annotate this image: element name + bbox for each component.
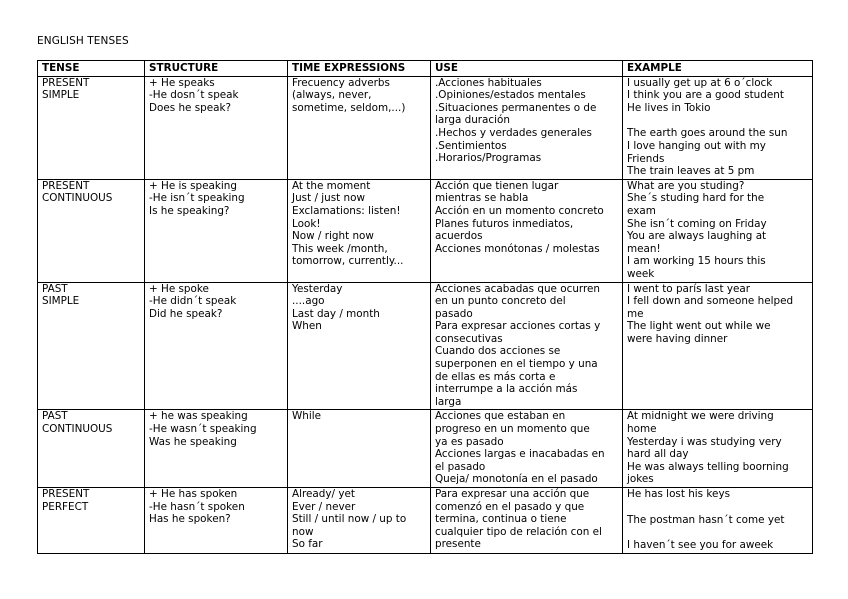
structure-cell xyxy=(145,410,288,488)
cell-line: Cuando dos acciones se xyxy=(435,345,561,358)
cell-line: At the moment xyxy=(292,179,371,192)
cell-line: I think you are a good student xyxy=(627,89,784,102)
structure-cell xyxy=(145,488,288,554)
header-example: EXAMPLE xyxy=(623,61,813,77)
cell-line: Just / just now xyxy=(292,192,365,205)
use-cell xyxy=(431,76,623,179)
cell-line: I haven´t see you for aweek xyxy=(627,539,774,552)
cell-line: en un punto concreto del xyxy=(435,295,566,308)
structure-cell xyxy=(145,76,288,179)
cell-line: -He didn´t speak xyxy=(149,295,237,308)
cell-line: home xyxy=(627,423,657,436)
table-row xyxy=(38,282,813,410)
cell-line xyxy=(627,501,809,514)
cell-line: de ellas es más corta e xyxy=(435,370,556,383)
document-title: ENGLISH TENSES xyxy=(37,35,129,47)
use-cell xyxy=(431,410,623,488)
cell-line: Friends xyxy=(627,152,665,165)
cell-line: -He isn´t speaking xyxy=(149,192,245,205)
example-cell xyxy=(623,76,813,179)
cell-line: hard all day xyxy=(627,448,689,461)
cell-line: ....ago xyxy=(292,295,325,308)
header-time-expressions: TIME EXPRESSIONS xyxy=(288,61,431,77)
cell-line: What are you studing? xyxy=(627,179,745,192)
cell-line: So far xyxy=(292,538,323,551)
cell-line: CONTINUOUS xyxy=(42,192,113,205)
cell-line: When xyxy=(292,320,322,333)
cell-line: (always, never, xyxy=(292,89,372,102)
structure-cell xyxy=(145,179,288,282)
cell-line: The light went out while we xyxy=(627,320,771,333)
cell-line: PERFECT xyxy=(42,500,89,513)
cell-line: Acción que tienen lugar xyxy=(435,179,559,192)
cell-line: She´s studing hard for the xyxy=(627,192,765,205)
cell-line: acuerdos xyxy=(435,230,483,243)
cell-line: were having dinner xyxy=(627,332,728,345)
cell-line: PRESENT xyxy=(42,76,90,89)
cell-line: .Situaciones permanentes o de xyxy=(435,101,597,114)
cell-line: Acciones que estaban en xyxy=(435,410,566,423)
cell-line: Yesterday i was studying very xyxy=(627,435,782,448)
cell-line xyxy=(627,526,809,539)
cell-line: + he was speaking xyxy=(149,410,248,423)
cell-line: PAST xyxy=(42,410,68,423)
cell-line: cualquier tipo de relación con el xyxy=(435,525,602,538)
tenses-table xyxy=(37,60,813,554)
example-cell xyxy=(623,410,813,488)
header-tense: TENSE xyxy=(38,61,145,77)
cell-line: The earth goes around the sun xyxy=(627,127,788,140)
cell-line: jokes xyxy=(627,473,654,486)
cell-line: -He dosn´t speak xyxy=(149,89,239,102)
cell-line: -He wasn´t speaking xyxy=(149,423,257,436)
cell-line: You are always laughing at xyxy=(627,230,767,243)
cell-line: .Opiniones/estados mentales xyxy=(435,89,586,102)
cell-line: .Hechos y verdades generales xyxy=(435,126,592,139)
cell-line: .Horarios/Programas xyxy=(435,152,542,165)
cell-line: larga duración xyxy=(435,114,510,127)
cell-line: now xyxy=(292,525,314,538)
cell-line: Acción en un momento concreto xyxy=(435,204,604,217)
header-structure: STRUCTURE xyxy=(145,61,288,77)
cell-line: + He is speaking xyxy=(149,179,237,192)
table-row xyxy=(38,76,813,179)
cell-line xyxy=(627,114,809,127)
cell-line: + He spoke xyxy=(149,282,209,295)
cell-line: -He hasn´t spoken xyxy=(149,500,245,513)
cell-line: Now / right now xyxy=(292,230,374,243)
cell-line: Did he speak? xyxy=(149,307,223,320)
structure-cell xyxy=(145,282,288,410)
cell-line: Acciones largas e inacabadas en xyxy=(435,448,605,461)
table-header-row xyxy=(38,61,813,77)
cell-line: Look! xyxy=(292,217,321,230)
cell-line: PRESENT xyxy=(42,179,90,192)
table-body xyxy=(38,76,813,553)
cell-line: Acciones acabadas que ocurren xyxy=(435,282,601,295)
cell-line: sometime, seldom,...) xyxy=(292,101,406,114)
cell-line: The train leaves at 5 pm xyxy=(627,165,755,178)
tense-cell xyxy=(38,282,145,410)
cell-line: Was he speaking xyxy=(149,435,237,448)
cell-line: comenzó en el pasado y que xyxy=(435,500,585,513)
cell-line: mientras se habla xyxy=(435,192,529,205)
cell-line: me xyxy=(627,307,644,320)
tense-cell xyxy=(38,179,145,282)
cell-line: progreso en un momento que xyxy=(435,423,590,436)
cell-line: He was always telling boorning xyxy=(627,460,789,473)
use-cell xyxy=(431,179,623,282)
cell-line: Does he speak? xyxy=(149,101,232,114)
header-use: USE xyxy=(431,61,623,77)
cell-line: .Acciones habituales xyxy=(435,76,542,89)
cell-line: Planes futuros inmediatos, xyxy=(435,217,574,230)
cell-line: While xyxy=(292,410,322,423)
tense-cell xyxy=(38,488,145,554)
cell-line: presente xyxy=(435,538,481,551)
cell-line: ya es pasado xyxy=(435,435,504,448)
cell-line: She isn´t coming on Friday xyxy=(627,217,767,230)
cell-line: Has he spoken? xyxy=(149,513,231,526)
cell-line: Exclamations: listen! xyxy=(292,204,401,217)
cell-line: This week /month, xyxy=(292,242,388,255)
example-cell xyxy=(623,179,813,282)
cell-line: At midnight we were driving xyxy=(627,410,774,423)
cell-line: SIMPLE xyxy=(42,295,80,308)
cell-line: Para expresar una acción que xyxy=(435,488,590,500)
cell-line: He lives in Tokio xyxy=(627,101,711,114)
table-row xyxy=(38,410,813,488)
time-expressions-cell xyxy=(288,282,431,410)
cell-line: tomorrow, currently... xyxy=(292,255,404,268)
example-cell xyxy=(623,282,813,410)
cell-line: exam xyxy=(627,204,656,217)
cell-line: Ever / never xyxy=(292,500,356,513)
cell-line: I fell down and someone helped xyxy=(627,295,794,308)
cell-line: Already/ yet xyxy=(292,488,355,500)
cell-line: superponen en el tiempo y una xyxy=(435,358,598,371)
example-cell xyxy=(623,488,813,554)
cell-line: Yesterday xyxy=(292,282,343,295)
cell-line: larga xyxy=(435,395,462,408)
cell-line: consecutivas xyxy=(435,332,503,345)
time-expressions-cell xyxy=(288,488,431,554)
cell-line: Frecuency adverbs xyxy=(292,76,390,89)
use-cell xyxy=(431,488,623,554)
use-cell xyxy=(431,282,623,410)
cell-line: Para expresar acciones cortas y xyxy=(435,320,601,333)
cell-line: termina, continua o tiene xyxy=(435,513,567,526)
table-row xyxy=(38,488,813,554)
cell-line: + He speaks xyxy=(149,76,215,89)
cell-line: SIMPLE xyxy=(42,89,80,102)
cell-line: Still / until now / up to xyxy=(292,513,407,526)
cell-line: I am working 15 hours this xyxy=(627,255,766,268)
cell-line: I love hanging out with my xyxy=(627,139,766,152)
tense-cell xyxy=(38,76,145,179)
cell-line: Acciones monótonas / molestas xyxy=(435,242,600,255)
cell-line: el pasado xyxy=(435,460,486,473)
tense-cell xyxy=(38,410,145,488)
cell-line: mean! xyxy=(627,242,661,255)
cell-line: interrumpe a la acción más xyxy=(435,383,578,396)
cell-line: pasado xyxy=(435,307,473,320)
time-expressions-cell xyxy=(288,76,431,179)
cell-line: week xyxy=(627,267,655,280)
cell-line: .Sentimientos xyxy=(435,139,507,152)
cell-line: Last day / month xyxy=(292,307,380,320)
cell-line: I usually get up at 6 o´clock xyxy=(627,76,773,89)
cell-line: The postman hasn´t come yet xyxy=(627,513,785,526)
time-expressions-cell xyxy=(288,410,431,488)
cell-line: He has lost his keys xyxy=(627,488,731,500)
cell-line: Queja/ monotonía en el pasado xyxy=(435,473,598,486)
cell-line: PRESENT xyxy=(42,488,90,500)
cell-line: Is he speaking? xyxy=(149,204,230,217)
table-row xyxy=(38,179,813,282)
cell-line: I went to parís last year xyxy=(627,282,751,295)
time-expressions-cell xyxy=(288,179,431,282)
cell-line: PAST xyxy=(42,282,68,295)
cell-line: + He has spoken xyxy=(149,488,238,500)
cell-line: CONTINUOUS xyxy=(42,423,113,436)
